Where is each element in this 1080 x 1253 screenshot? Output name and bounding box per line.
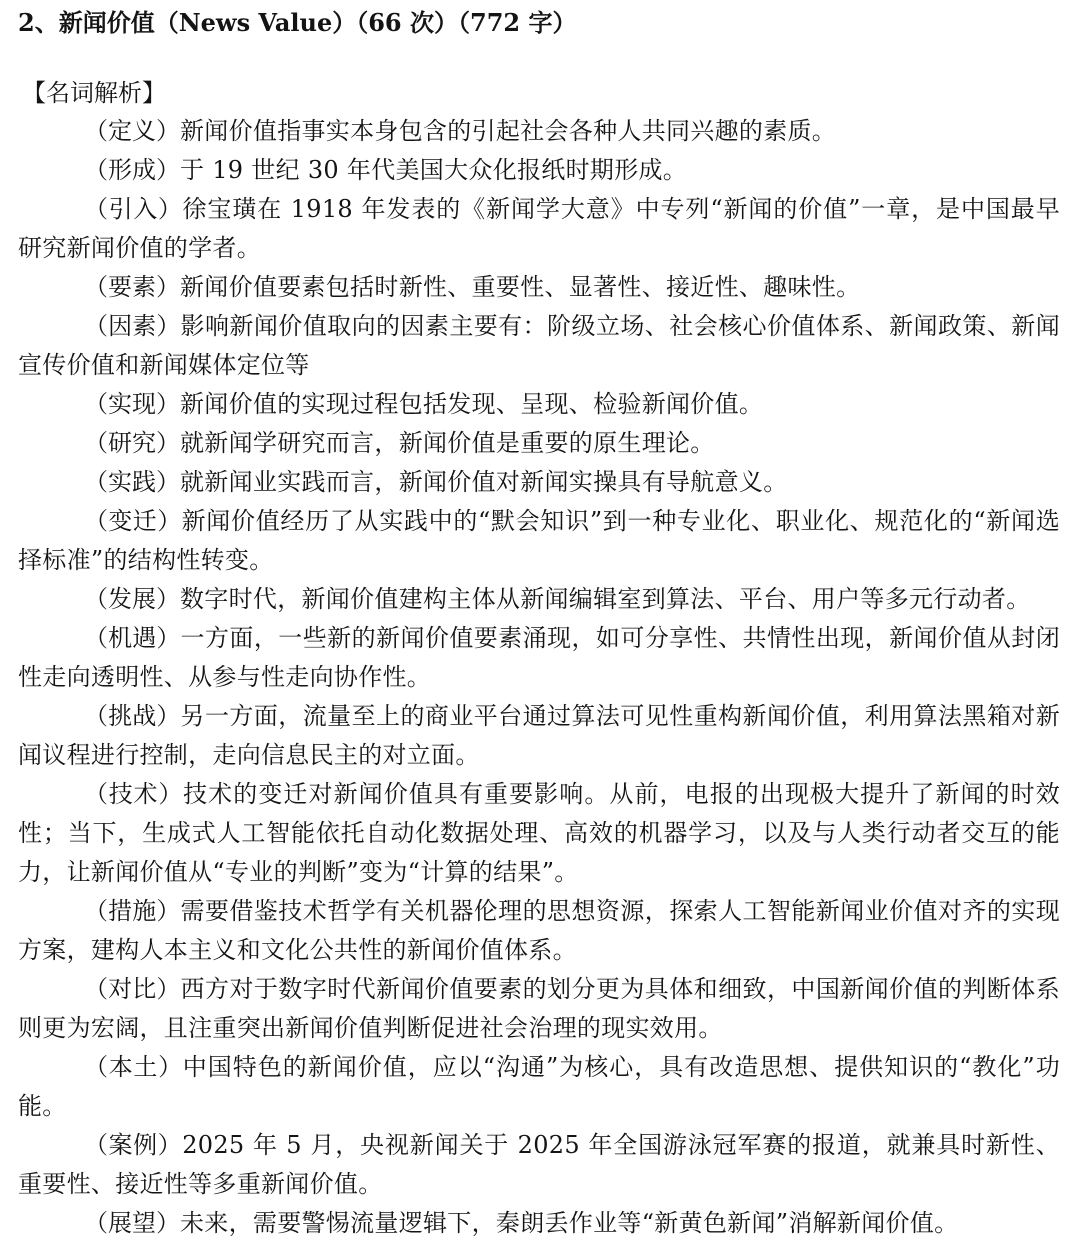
paragraph-tag: （案例） (84, 1131, 183, 1159)
paragraph-tag: （对比） (84, 975, 181, 1003)
paragraph-text: 一方面，一些新的新闻价值要素涌现，如可分享性、共情性出现，新闻价值从封闭性走向透明性、从参与性走向协作性。 (18, 624, 1061, 691)
paragraph (18, 385, 1060, 424)
paragraph-text: 技术的变迁对新闻价值具有重要影响。从前，电报的出现极大提升了新闻的时效性；当下，生成式人工智能依托自动化数据处理、高效的机器学习，以及与人类行动者交互的能力，让新闻价值从“专业的判断”变为“计算的结果”。 (18, 780, 1061, 886)
paragraph-tag: （本土） (84, 1053, 183, 1081)
paragraph-tag: （展望） (84, 1209, 180, 1237)
definition-body (18, 112, 1060, 1243)
paragraph-tag: （发展） (84, 585, 180, 613)
paragraph-tag: （措施） (84, 897, 181, 925)
paragraph-text: 徐宝璜在 1918 年发表的《新闻学大意》中专列“新闻的价值”一章，是中国最早研究新闻价值的学者。 (18, 195, 1060, 262)
paragraph (18, 1048, 1060, 1126)
paragraph-tag: （实践） (84, 468, 180, 496)
paragraph-text: 新闻价值指事实本身包含的引起社会各种人共同兴趣的素质。 (180, 117, 837, 145)
paragraph-text: 就新闻业实践而言，新闻价值对新闻实操具有导航意义。 (180, 468, 788, 496)
paragraph-text: 就新闻学研究而言，新闻价值是重要的原生理论。 (180, 429, 715, 457)
paragraph (18, 307, 1060, 385)
paragraph-text: 中国特色的新闻价值，应以“沟通”为核心，具有改造思想、提供知识的“教化”功能。 (18, 1053, 1060, 1120)
paragraph-text: 影响新闻价值取向的因素主要有：阶级立场、社会核心价值体系、新闻政策、新闻宣传价值和新闻媒体定位等 (18, 312, 1061, 379)
paragraph-tag: （要素） (84, 273, 180, 301)
paragraph-text: 新闻价值经历了从实践中的“默会知识”到一种专业化、职业化、规范化的“新闻选择标准”的结构性转变。 (18, 507, 1060, 574)
paragraph (18, 1126, 1060, 1204)
paragraph (18, 463, 1060, 502)
paragraph (18, 190, 1060, 268)
paragraph (18, 112, 1060, 151)
paragraph (18, 1204, 1060, 1243)
paragraph-tag: （因素） (84, 312, 181, 340)
paragraph (18, 580, 1060, 619)
paragraph-text: 需要借鉴技术哲学有关机器伦理的思想资源，探索人工智能新闻业价值对齐的实现方案，建构人本主义和文化公共性的新闻价值体系。 (18, 897, 1061, 964)
paragraph (18, 619, 1060, 697)
paragraph (18, 892, 1060, 970)
paragraph-tag: （变迁） (84, 507, 182, 535)
paragraph-text: 数字时代，新闻价值建构主体从新闻编辑室到算法、平台、用户等多元行动者。 (180, 585, 1031, 613)
paragraph-tag: （挑战） (84, 702, 181, 730)
paragraph-tag: （形成） (84, 156, 180, 184)
paragraph-text: 西方对于数字时代新闻价值要素的划分更为具体和细致，中国新闻价值的判断体系则更为宏阔，且注重突出新闻价值判断促进社会治理的现实效用。 (18, 975, 1061, 1042)
section-title: 2、新闻价值（News Value）（66 次）（772 字） (18, 8, 577, 37)
paragraph (18, 424, 1060, 463)
paragraph-text: 未来，需要警惕流量逻辑下，秦朗丢作业等“新黄色新闻”消解新闻价值。 (180, 1209, 959, 1237)
paragraph (18, 268, 1060, 307)
paragraph (18, 697, 1060, 775)
paragraph-text: 2025 年 5 月，央视新闻关于 2025 年全国游泳冠军赛的报道，就兼具时新性、重要性、接近性等多重新闻价值。 (18, 1131, 1060, 1198)
paragraph (18, 151, 1060, 190)
paragraph-text: 另一方面，流量至上的商业平台通过算法可见性重构新闻价值，利用算法黑箱对新闻议程进行控制，走向信息民主的对立面。 (18, 702, 1061, 769)
paragraph (18, 970, 1060, 1048)
subsection-heading: 【名词解析】 (22, 79, 166, 107)
paragraph-tag: （定义） (84, 117, 180, 145)
paragraph (18, 502, 1060, 580)
paragraph-tag: （实现） (84, 390, 180, 418)
paragraph-tag: （技术） (84, 780, 184, 808)
paragraph-text: 于 19 世纪 30 年代美国大众化报纸时期形成。 (180, 156, 688, 184)
paragraph (18, 775, 1060, 892)
paragraph-text: 新闻价值的实现过程包括发现、呈现、检验新闻价值。 (180, 390, 764, 418)
paragraph-tag: （研究） (84, 429, 180, 457)
paragraph-tag: （引入） (84, 195, 183, 223)
paragraph-tag: （机遇） (84, 624, 181, 652)
paragraph-text: 新闻价值要素包括时新性、重要性、显著性、接近性、趣味性。 (180, 273, 861, 301)
